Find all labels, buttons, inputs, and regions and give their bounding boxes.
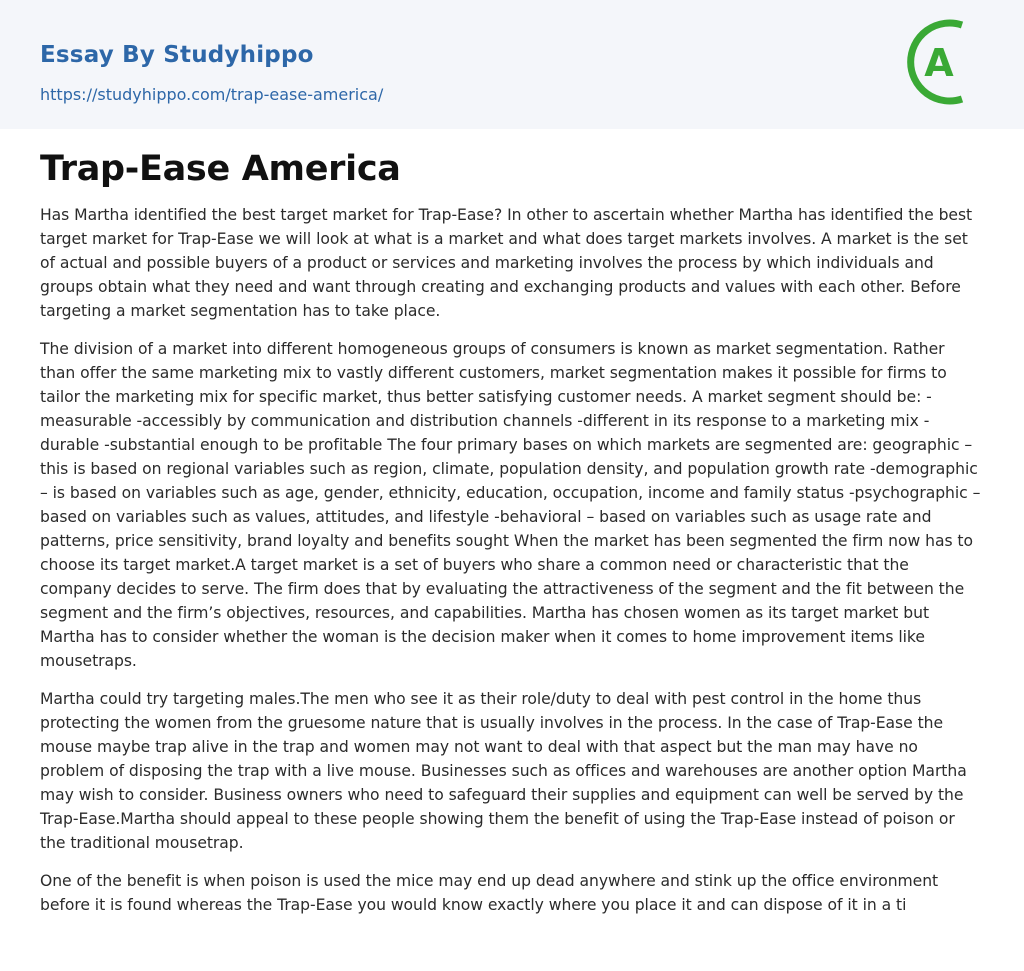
logo-letter: A [924, 41, 954, 85]
site-header [0, 0, 1024, 129]
brand-title[interactable]: Essay By Studyhippo [40, 42, 314, 68]
source-url-link[interactable]: https://studyhippo.com/trap-ease-america/ [40, 85, 384, 104]
essay-content [0, 147, 1024, 917]
essay-paragraph: The division of a market into different homogeneous groups of consumers is known as market segmentation. Rather than offer the same marketing mix to vastly different customers, market segmentation makes it possible for firms to tailor the marketing mix for specific market, thus better satisfying customer needs. A market segment should be: -measurable -accessibly by communication and distribution channels -different in its response to a marketing mix -durable -substantial enough to be profitable The four primary bases on which markets are segmented are: geographic – this is based on regional variables such as region, climate, population density, and population growth rate -demographic – is based on variables such as age, gender, ethnicity, education, occupation, income and family status -psychographic – based on variables such as values, attitudes, and lifestyle -behavioral – based on variables such as usage rate and patterns, price sensitivity, brand loyalty and benefits sought When the market has been segmented the firm now has to choose its target market.A target market is a set of buyers who share a common need or characteristic that the company decides to serve. The firm does that by evaluating the attractiveness of the segment and the fit between the segment and the firm’s objectives, resources, and capabilities. Martha has chosen women as its target market but Martha has to consider whether the woman is the decision maker when it comes to home improvement items like mousetraps. [40, 340, 981, 670]
essay-paragraph: One of the benefit is when poison is used the mice may end up dead anywhere and stink up the office environment before it is found whereas the Trap-Ease you would know exactly where you place it and can dispose of it in a ti [40, 872, 939, 914]
page-title: Trap-Ease America [40, 149, 401, 189]
essay-paragraph: Martha could try targeting males.The men who see it as their role/duty to deal with pest control in the home thus protecting the women from the gruesome nature that is usually involves in the process. In the case of Trap-Ease the mouse maybe trap alive in the trap and women may not want to deal with that aspect but the man may have no problem of disposing the trap with a live mouse. Businesses such as offices and warehouses are another option Martha may wish to consider. Business owners who need to safeguard their supplies and equipment can well be served by the Trap-Ease.Martha should appeal to these people showing them the benefit of using the Trap-Ease instead of poison or the traditional mousetrap. [40, 690, 967, 852]
logo[interactable] [900, 15, 990, 109]
logo-icon [900, 15, 990, 109]
essay-paragraph: Has Martha identified the best target market for Trap-Ease? In other to ascertain whether Martha has identified the best target market for Trap-Ease we will look at what is a market and what does target markets involves. A market is the set of actual and possible buyers of a product or services and marketing involves the process by which individuals and groups obtain what they need and want through creating and exchanging products and values with each other. Before targeting a market segmentation has to take place. [40, 206, 973, 320]
